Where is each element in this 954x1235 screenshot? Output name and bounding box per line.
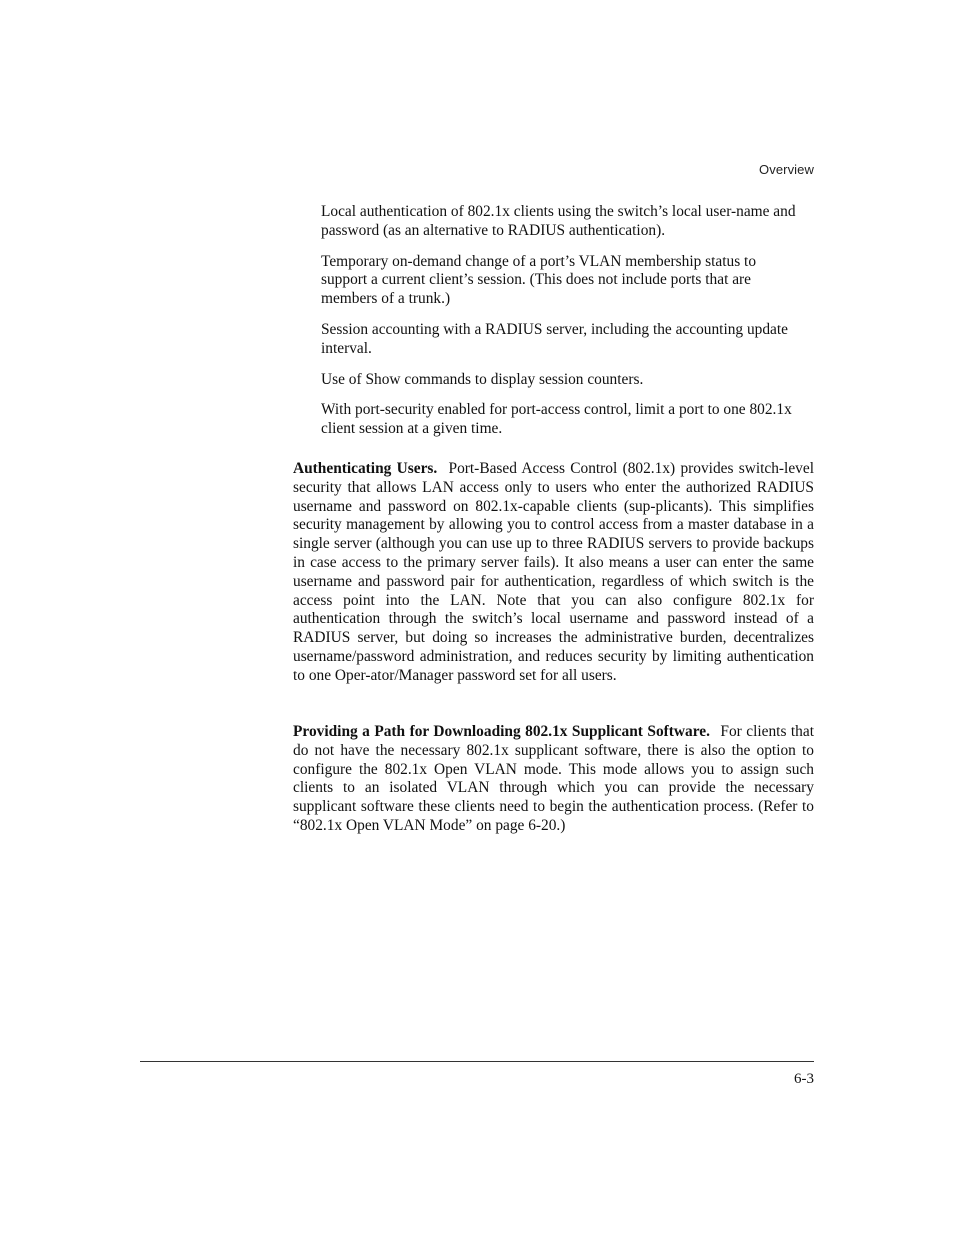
list-item: Temporary on-demand change of a port’s VLAN membership status to support a current client’s session. (This does not include ports that are members of a trunk.) [321, 252, 757, 308]
list-item: With port-security enabled for port-access control, limit a port to one 802.1x client session at a given time. [321, 401, 792, 438]
footer-rule [140, 1061, 814, 1062]
section-heading: Authenticating Users. [293, 460, 438, 477]
list-item: Session accounting with a RADIUS server, including the accounting update interval. [321, 320, 788, 357]
supplicant-download-paragraph [293, 723, 814, 836]
list-item: Use of Show commands to display session counters. [321, 370, 644, 388]
feature-list [321, 203, 801, 451]
list-item: Local authentication of 802.1x clients using the switch’s local user-name and password (as an alternative to RADIUS authentication). [321, 203, 796, 239]
section-text: Port-Based Access Control (802.1x) provides switch-level security that allows LAN access only to users who enter the authorized RADIUS username and password on 802.1x-capable clients (sup-plicants). This simplifies security management by allowing you to control access from a master database in a single server (although you can use up to three RADIUS servers to provide backups in case access to the primary server fails). It also means a user can enter the same username and password pair for authentication, regardless of which switch is the access point into the LAN. Note that you can also configure 802.1x for authentication through the switch’s local username and password instead of a RADIUS server, but doing so increases the administrative burden, decentralizes username/password administration, and reduces security by limiting authentication to one Oper-ator/Manager password set for all users. [293, 460, 814, 684]
running-head: Overview [759, 162, 814, 177]
section-heading: Providing a Path for Downloading 802.1x Supplicant Software. [293, 723, 710, 740]
section-text: For clients that do not have the necessary 802.1x supplicant software, there is also the option to configure the 802.1x Open VLAN mode. This mode allows you to assign such clients to an isolated VLAN through which you can provide the necessary supplicant software these clients need to begin the authentication process. (Refer to “802.1x Open VLAN Mode” on page 6-20.) [293, 723, 814, 834]
authenticating-users-paragraph [293, 460, 814, 686]
page-number: 6-3 [794, 1071, 814, 1087]
